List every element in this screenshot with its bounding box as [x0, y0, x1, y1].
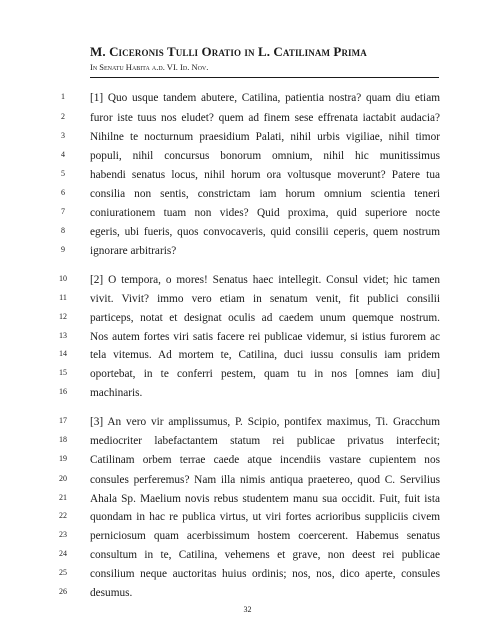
line-text: consultum in te, Catilina, vehemens et grave, non deest rei publicae — [90, 549, 440, 561]
line-number: 5 — [61, 169, 65, 178]
text-line — [0, 241, 495, 261]
line-text: vivit. Vivit? immo vero etiam in senatum venit, fit publici consilii — [90, 293, 440, 305]
line-text: Nos autem fortes viri satis facere rei publicae videmur, si istius furorem ac — [90, 331, 440, 343]
text-line — [0, 184, 495, 204]
text-line — [0, 470, 495, 490]
line-text: perniciosum quam acerbissimum hostem coercerent. Habemus senatus — [90, 530, 440, 542]
line-text: Ahala Sp. Maelium novis rebus studentem manu sua occidit. Fuit, fuit ista — [90, 493, 440, 505]
line-text: consilia non sentis, constrictam iam horum omnium scientia teneri — [90, 188, 440, 200]
text-line — [0, 583, 495, 603]
text-line — [0, 345, 495, 365]
oration-title: M. Ciceronis Tulli Oratio in L. Catilinam Prima — [90, 44, 367, 59]
text-line — [0, 88, 495, 108]
text-line — [0, 165, 495, 185]
line-text: [1] Quo usque tandem abutere, Catilina, patientia nostra? quam diu etiam — [90, 92, 440, 104]
line-number: 18 — [59, 435, 67, 444]
line-number: 14 — [59, 349, 67, 358]
line-number: 6 — [61, 188, 65, 197]
line-text: consilium neque auctoritas huius ordinis; nos, nos, dico aperte, consules — [90, 568, 440, 580]
text-line — [0, 564, 495, 584]
text-line — [0, 203, 495, 223]
line-text: furor iste tuus nos eludet? quem ad finem sese effrenata iactabit audacia? — [90, 112, 440, 124]
line-number: 21 — [59, 493, 67, 502]
line-text: coniurationem tuam non vides? Quid proxima, quid superiore nocte — [90, 207, 440, 219]
line-number: 20 — [59, 474, 67, 483]
line-number: 4 — [61, 150, 65, 159]
text-line — [0, 431, 495, 451]
line-number: 10 — [59, 274, 67, 283]
line-text: machinaris. — [90, 387, 143, 399]
oration-subtitle: In Senatu Habita a.d. VI. Id. Nov. — [90, 62, 209, 72]
text-line — [0, 222, 495, 242]
line-text: populi, nihil concursus bonorum omnium, nihil hic munitissimus — [90, 150, 440, 162]
line-text: tela vitemus. Ad mortem te, Catilina, duci iussu consulis iam pridem — [90, 349, 440, 361]
text-line — [0, 489, 495, 509]
line-number: 26 — [59, 587, 67, 596]
text-line — [0, 507, 495, 527]
line-text: [2] O tempora, o mores! Senatus haec intellegit. Consul videt; hic tamen — [90, 274, 440, 286]
line-number: 1 — [61, 92, 65, 101]
text-line — [0, 327, 495, 347]
line-number: 11 — [59, 293, 67, 302]
line-text: quondam in hac re publica virtus, ut viri fortes acrioribus suppliciis civem — [90, 511, 440, 523]
line-number: 17 — [59, 416, 67, 425]
text-line — [0, 146, 495, 166]
line-number: 2 — [61, 112, 65, 121]
line-number: 3 — [61, 131, 65, 140]
text-line — [0, 108, 495, 128]
page-number: 32 — [243, 605, 252, 614]
line-text: mediocriter labefactantem statum rei publicae privatus interfecit; — [90, 435, 440, 447]
line-text: egeris, ubi fueris, quos convocaveris, quid consilii ceperis, quem nostrum — [90, 226, 440, 238]
header-rule — [90, 77, 439, 78]
text-line — [0, 412, 495, 432]
line-text: consules perferemus? Nam illa nimis antiqua praetereo, quod C. Servilius — [90, 474, 440, 486]
line-number: 24 — [59, 549, 67, 558]
line-number: 23 — [59, 530, 67, 539]
line-number: 22 — [59, 511, 67, 520]
text-line — [0, 526, 495, 546]
text-line — [0, 450, 495, 470]
line-number: 7 — [61, 207, 65, 216]
line-text: oportebat, in te conferri pestem, quam tu in nos [omnes iam diu] — [90, 368, 440, 380]
line-text: Nihilne te nocturnum praesidium Palati, nihil urbis vigiliae, nihil timor — [90, 131, 440, 143]
text-line — [0, 383, 495, 403]
line-text: particeps, notat et designat oculis ad caedem unum quemque nostrum. — [90, 312, 440, 324]
line-text: habendi senatus locus, nihil horum ora voltusque moverunt? Patere tua — [90, 169, 440, 181]
line-text: Catilinam orbem terrae caede atque incendiis vastare cupientem nos — [90, 454, 440, 466]
text-line — [0, 127, 495, 147]
line-number: 12 — [59, 312, 67, 321]
text-line — [0, 364, 495, 384]
line-number: 19 — [59, 454, 67, 463]
text-line — [0, 545, 495, 565]
text-line — [0, 289, 495, 309]
line-number: 16 — [59, 387, 67, 396]
line-number: 25 — [59, 568, 67, 577]
line-number: 13 — [59, 331, 67, 340]
line-number: 9 — [61, 245, 65, 254]
text-line — [0, 270, 495, 290]
line-text: ignorare arbitraris? — [90, 245, 177, 257]
text-line — [0, 308, 495, 328]
line-text: [3] An vero vir amplissumus, P. Scipio, pontifex maximus, Ti. Gracchum — [90, 416, 440, 428]
line-number: 8 — [61, 226, 65, 235]
line-number: 15 — [59, 368, 67, 377]
line-text: desumus. — [90, 587, 133, 599]
